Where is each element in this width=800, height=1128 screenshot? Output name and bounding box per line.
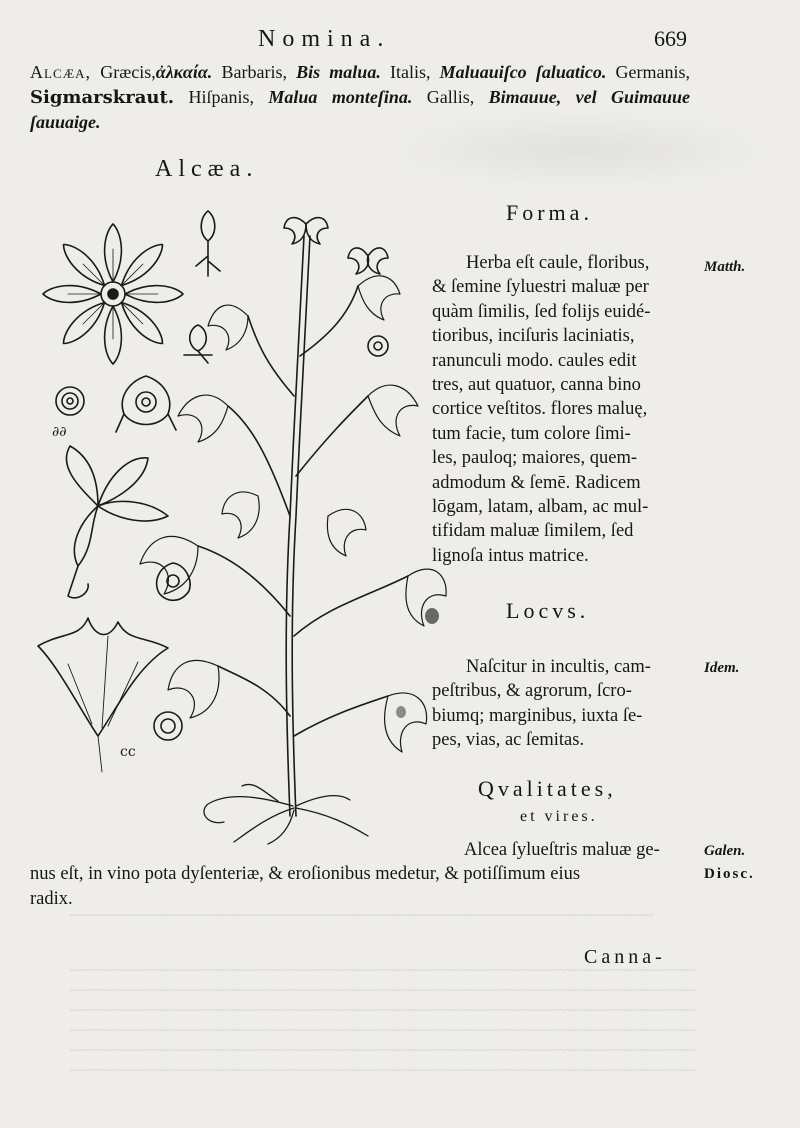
- flower-bud-woodcut: [196, 211, 220, 276]
- bleed-through-text: ~~~~~~~~~~~~~~~~~~~~~~~~~~~~~~~~~~~~~~~~~~~~~~~~~~~~~~~~~~~~~~~~~~~~~~~~~~~~~~~~~~~~~~~~~: [70, 1002, 696, 1017]
- text-line: tioribus, inciſuris laciniatis,: [432, 326, 635, 347]
- text-line: Alcea ſylueſtris maluæ ge-: [464, 840, 660, 860]
- text-line: tum facie, tum colore ſimi-: [432, 423, 631, 444]
- forma-paragraph: [432, 251, 694, 568]
- catchword: Canna-: [584, 946, 666, 968]
- text-line: lignoſa intus matrice.: [432, 545, 589, 566]
- stem-flower-woodcut: [368, 336, 388, 356]
- seed-head-woodcut: [154, 712, 182, 740]
- names-paragraph: [30, 60, 690, 135]
- text-line: nus eſt, in vino pota dyſenteriæ, & eroſionibus medetur, & potiſſimum eius: [30, 864, 581, 885]
- margin-note-diosc: Diosc.: [704, 866, 755, 882]
- hispanis-term: Malua monteſina.: [268, 87, 413, 107]
- stem-flower-woodcut: [348, 248, 388, 274]
- bleed-through-text: ~~~~~~~~~~~~~~~~~~~~~~~~~~~~~~~~~~~~~~~~~~~~~~~~~~~~~~~~~~~~~~~~~~~~~~~~~~~~~~~~~~~~~~~~~: [70, 1062, 696, 1077]
- text-line: cortice veſtitos. flores maluę,: [432, 399, 648, 420]
- barbaris-term: Bis malua.: [296, 62, 381, 82]
- bleed-through-text: ~~~~~~~~~~~~~~~~~~~~~~~~~~~~~~~~~~~~~~~~~~~~~~~~~~~~~~~~~~~~~~~~~~~~~~~~~~~~~~~~~~~~~~~~~: [70, 982, 696, 997]
- stem-flower-woodcut: [284, 218, 328, 244]
- barbaris-label: Barbaris,: [221, 62, 287, 82]
- bell-flower-woodcut: [38, 618, 168, 772]
- flower-bud-woodcut: [184, 325, 212, 363]
- text-line: & ſemine ſyluestri maluæ per: [432, 277, 649, 298]
- seed-head-woodcut: [116, 376, 176, 432]
- margin-note-matth: Matth.: [704, 259, 746, 275]
- root-woodcut: [204, 784, 368, 844]
- bleed-through-text: ~~~~~~~~~~~~~~~~~~~~~~~~~~~~~~~~~~~~~~~~~~~~~~~~~~~~~~~~~~~~~~~~~~~~~~~~~~~~~~~~~~~~~~~~~: [70, 962, 696, 977]
- gallis-term: Bimauue, vel Guimauue ſauuaige.: [30, 87, 691, 132]
- locus-paragraph: [432, 655, 694, 753]
- italis-label: Italis,: [390, 62, 431, 82]
- text-line: les, pauloq; maiores, quem-: [432, 448, 637, 469]
- text-line: admodum & ſemē. Radicem: [432, 472, 641, 493]
- germanis-label: Germanis,: [615, 62, 691, 82]
- ink-blot: [396, 706, 406, 718]
- text-line: ranunculi modo. caules edit: [432, 350, 637, 371]
- main-stem-woodcut: [198, 236, 408, 816]
- text-line: peſtribus, & agrorum, ſcro-: [432, 681, 632, 702]
- plant-title: Alcæa.: [155, 156, 259, 182]
- bleed-through-text: ~~~~~~~~~~~~~~~~~~~~~~~~~~~~~~~~~~~~~~~~~~~~~~~~~~~~~~~~~~~~~~~~~~~~~~~~~~~~~~~~~~~: [70, 907, 654, 922]
- seed-head-woodcut: [56, 387, 84, 415]
- bleed-through-text: ~~~~~~~~~~~~~~~~~~~~~~~~~~~~~~~~~~~~~~~~~~~~~~~~~~~~~~~~~~~~~~~~~~~~~~~~~~~~~~~~~~~~~~~~~: [70, 1022, 696, 1037]
- text-line: tifidam maluæ ſimilem, ſed: [432, 521, 634, 542]
- page-number: 669: [654, 26, 687, 51]
- open-flower-woodcut: [43, 224, 183, 364]
- forma-heading: Forma.: [506, 200, 593, 225]
- text-line: lōgam, latam, albam, ac mul-: [432, 497, 649, 518]
- text-line: Herba eſt caule, floribus,: [466, 253, 650, 273]
- italis-term: Maluauiſco ſaluatico.: [439, 62, 607, 82]
- greek-term: ἀλκαία.: [155, 62, 213, 82]
- side-flower-woodcut: [66, 446, 168, 598]
- qualitates-paragraph: [30, 838, 692, 911]
- bleed-through-text: ~~~~~~~~~~~~~~~~~~~~~~~~~~~~~~~~~~~~~~~~~~~~~~~~~~~~~~~~~~~~~~~~~~~~~~~~~~~~~~~~~~~~~~~~~: [70, 1042, 696, 1057]
- margin-note-galen: Galen.: [704, 843, 746, 859]
- locus-heading: Locvs.: [506, 598, 590, 623]
- gallis-label: Gallis,: [426, 87, 475, 107]
- text-line: Naſcitur in incultis, cam-: [466, 657, 651, 677]
- qualitates-heading: Qvalitates,: [478, 776, 617, 801]
- text-line: tres, aut quatuor, canna bino: [432, 375, 641, 396]
- running-head: Nomina.: [258, 26, 391, 52]
- lemma: Alcæa,: [30, 62, 92, 82]
- qualitates-subheading: et vires.: [520, 808, 598, 825]
- text-line: pes, vias, ac ſemitas.: [432, 730, 585, 751]
- margin-note-idem: Idem.: [704, 660, 740, 676]
- ink-blot: [425, 608, 439, 624]
- text-line: quàm ſimilis, ſed folijs euidé-: [432, 301, 651, 322]
- svg-text:∂∂: ∂∂: [52, 424, 67, 440]
- text-line: biumq; marginibus, iuxta ſe-: [432, 705, 643, 726]
- plant-illustration: [28, 196, 448, 846]
- hispanis-label: Hiſpanis,: [188, 87, 254, 107]
- greek-label: Græcis,: [100, 62, 156, 82]
- germanis-term: Sigmarskraut.: [30, 87, 175, 108]
- text-line: radix.: [30, 888, 73, 909]
- svg-text:ϲϲ: ϲϲ: [120, 744, 136, 760]
